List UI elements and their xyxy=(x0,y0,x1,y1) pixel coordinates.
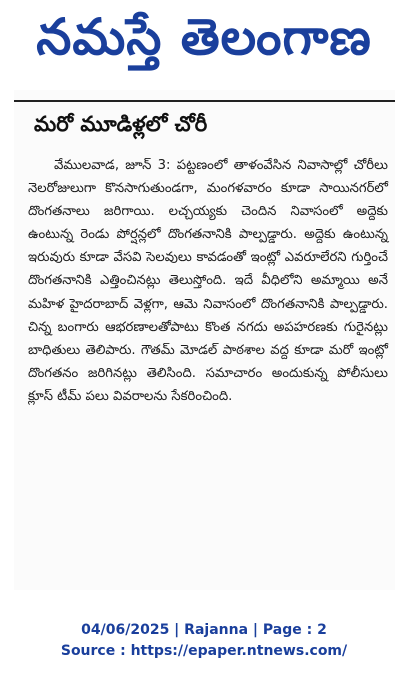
article-headline: మరో మూడిళ్లలో చోరీ xyxy=(34,112,208,136)
clipping-top-rule xyxy=(14,100,395,102)
footer-source-link[interactable]: Source : https://epaper.ntnews.com/ xyxy=(60,643,348,659)
news-clipping xyxy=(14,90,395,590)
clipping-footer xyxy=(0,620,408,662)
article-body: వేములవాడ, జూన్ 3: పట్టణంలో తాళంవేసిన నివాసాల్లో చోరీలు నెలరోజులుగా కొనసాగుతుండగా, మంగళవారం కూడా సాయినగర్‌లో దొంగతనాలు జరిగాయి. లచ్చయ్యకు చెందిన నివాసంలో అద్దెకు ఉంటున్న రెండు పోర్షన్లలో దొంగతనానికి పాల్పడ్డారు. అద్దెకు ఉంటున్న ఇరువురు కూడా వేసవి సెలవులు కావడంతో ఇంట్లో ఎవరూలేరని గుర్తించే దొంగతనానికి ఎత్తించినట్లు తెలుస్తోంది. ఇదే వీధిలోని అమ్మాయి అనే మహిళ హైదరాబాద్ వెళ్లగా, ఆమె నివాసంలో దొంగతనానికి పాల్పడ్డారు. చిన్న బంగారు ఆభరణాలతోపాటు కొంత నగదు అపహరణకు గురైనట్లు బాధితులు తెలిపారు. గౌతమ్ మోడల్ పాఠశాల వద్ద కూడా మరో ఇంట్లో దొంగతనం జరిగినట్లు తెలిసింది. సమాచారం అందుకున్న పోలీసులు క్లూస్ టీమ్ పలు వివరాలను సేకరించింది. xyxy=(28,158,388,404)
footer-date-edition-page: 04/06/2025 | Rajanna | Page : 2 xyxy=(81,622,327,638)
masthead-logo-text: నమస్తే తెలంగాణ xyxy=(36,8,372,66)
newspaper-masthead xyxy=(0,0,408,78)
